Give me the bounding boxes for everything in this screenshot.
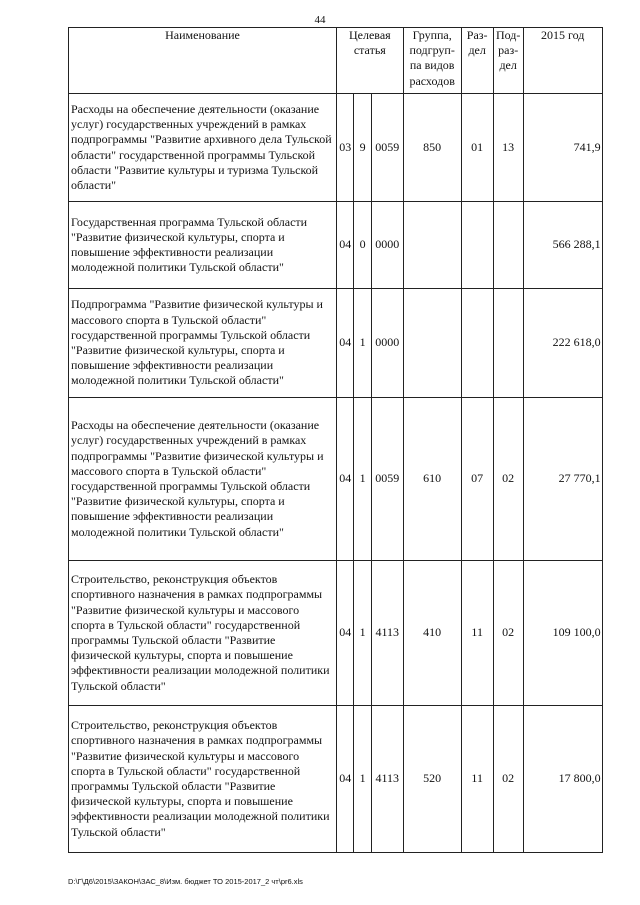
table-row xyxy=(69,202,603,289)
section-cell: 07 xyxy=(461,398,493,561)
section-cell: 01 xyxy=(461,94,493,202)
table-row xyxy=(69,706,603,853)
section-cell xyxy=(461,289,493,398)
target-part-1: 04 xyxy=(337,706,354,853)
header-name: Наименование xyxy=(69,28,337,94)
amount-cell: 222 618,0 xyxy=(523,289,602,398)
target-part-2: 1 xyxy=(354,706,371,853)
target-part-3: 0059 xyxy=(371,398,403,561)
page-number: 44 xyxy=(314,14,326,26)
target-part-1: 03 xyxy=(337,94,354,202)
table-row xyxy=(69,398,603,561)
target-part-2: 1 xyxy=(354,561,371,706)
budget-table xyxy=(68,27,603,853)
group-cell xyxy=(403,202,461,289)
target-part-3: 4113 xyxy=(371,706,403,853)
row-name: Подпрограмма "Развитие физической культуры и массового спорта в Тульской области" государственной программы Тульской области "Развитие физической культуры, спорта и повышение эффективности реализации молодежной политики Тульской области" xyxy=(69,289,337,398)
section-cell: 11 xyxy=(461,561,493,706)
section-cell xyxy=(461,202,493,289)
target-part-2: 1 xyxy=(354,398,371,561)
header-section: Раз-дел xyxy=(461,28,493,94)
header-subsection: Под-раз-дел xyxy=(493,28,523,94)
target-part-3: 0000 xyxy=(371,202,403,289)
group-cell: 610 xyxy=(403,398,461,561)
row-name: Расходы на обеспечение деятельности (оказание услуг) государственных учреждений в рамках подпрограммы "Развитие архивного дела Тульской области" государственной программы Тульской области "Развитие культуры и туризма Тульской области" xyxy=(69,94,337,202)
subsection-cell xyxy=(493,202,523,289)
header-group: Группа, подгруп-па видов расходов xyxy=(403,28,461,94)
row-name: Строительство, реконструкция объектов спортивного назначения в рамках подпрограммы "Развитие физической культуры и массового спорта в Тульской области" государственной программы Тульской области "Развитие физической культуры, спорта и повышение эффективности реализации молодежной политики Тульской области" xyxy=(69,561,337,706)
table-row xyxy=(69,289,603,398)
target-part-3: 0000 xyxy=(371,289,403,398)
group-cell: 850 xyxy=(403,94,461,202)
amount-cell: 566 288,1 xyxy=(523,202,602,289)
target-part-2: 1 xyxy=(354,289,371,398)
file-path-footer: D:\Г\Д6\2015\ЗАКОН\ЗАС_8\Изм. бюджет ТО 2015-2017_2 чт\pr6.xls xyxy=(68,877,303,886)
subsection-cell: 02 xyxy=(493,706,523,853)
target-part-2: 9 xyxy=(354,94,371,202)
header-row xyxy=(69,28,603,94)
header-target: Целевая статья xyxy=(337,28,404,94)
subsection-cell: 02 xyxy=(493,561,523,706)
target-part-1: 04 xyxy=(337,398,354,561)
group-cell: 410 xyxy=(403,561,461,706)
amount-cell: 27 770,1 xyxy=(523,398,602,561)
table-row xyxy=(69,561,603,706)
target-part-1: 04 xyxy=(337,561,354,706)
section-cell: 11 xyxy=(461,706,493,853)
target-part-2: 0 xyxy=(354,202,371,289)
row-name: Государственная программа Тульской области "Развитие физической культуры, спорта и повышение эффективности реализации молодежной политики Тульской области" xyxy=(69,202,337,289)
target-part-1: 04 xyxy=(337,289,354,398)
target-part-3: 0059 xyxy=(371,94,403,202)
target-part-1: 04 xyxy=(337,202,354,289)
amount-cell: 741,9 xyxy=(523,94,602,202)
row-name: Расходы на обеспечение деятельности (оказание услуг) государственных учреждений в рамках подпрограммы "Развитие физической культуры и массового спорта в Тульской области" государственной программы Тульской области "Развитие физической культуры, спорта и повышение эффективности реализации молодежной политики Тульской области" xyxy=(69,398,337,561)
group-cell xyxy=(403,289,461,398)
target-part-3: 4113 xyxy=(371,561,403,706)
table-row xyxy=(69,94,603,202)
amount-cell: 109 100,0 xyxy=(523,561,602,706)
subsection-cell xyxy=(493,289,523,398)
subsection-cell: 13 xyxy=(493,94,523,202)
group-cell: 520 xyxy=(403,706,461,853)
row-name: Строительство, реконструкция объектов спортивного назначения в рамках подпрограммы "Развитие физической культуры и массового спорта в Тульской области" государственной программы Тульской области "Развитие физической культуры, спорта и повышение эффективности реализации молодежной политики Тульской области" xyxy=(69,706,337,853)
header-year: 2015 год xyxy=(523,28,602,94)
amount-cell: 17 800,0 xyxy=(523,706,602,853)
subsection-cell: 02 xyxy=(493,398,523,561)
